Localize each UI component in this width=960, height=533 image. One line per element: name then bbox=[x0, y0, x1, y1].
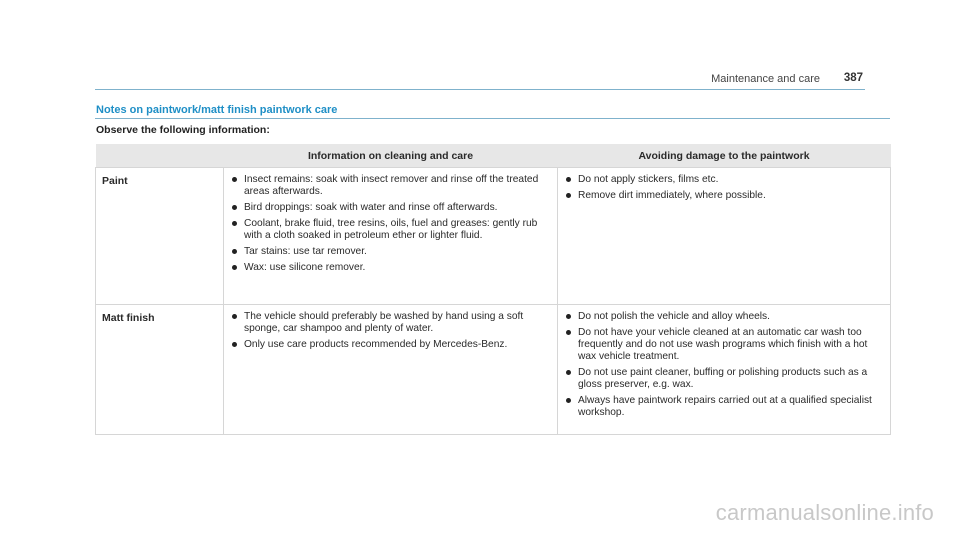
header-rule bbox=[95, 89, 865, 90]
bullet-list bbox=[564, 174, 884, 202]
column-header-empty bbox=[96, 144, 224, 168]
row-label-paint: Paint bbox=[96, 168, 224, 305]
table-row-matt-finish bbox=[96, 305, 891, 435]
list-item: Always have paintwork repairs carried out at a qualified specialist workshop. bbox=[564, 395, 884, 419]
cell-matt-avoiding bbox=[558, 305, 891, 435]
list-item: Do not polish the vehicle and alloy wheels. bbox=[564, 311, 884, 323]
list-item: Do not have your vehicle cleaned at an automatic car wash too frequently and do not use wash programs which finish with a hot wax vehicle treatment. bbox=[564, 327, 884, 363]
intro-text: Observe the following information: bbox=[96, 124, 270, 136]
list-item: Tar stains: use tar remover. bbox=[230, 246, 551, 258]
column-header-avoiding: Avoiding damage to the paintwork bbox=[558, 144, 891, 168]
list-item: Insect remains: soak with insect remover and rinse off the treated areas afterwards. bbox=[230, 174, 551, 198]
list-item: Coolant, brake fluid, tree resins, oils, fuel and greases: gently rub with a cloth soaked in petroleum ether or lighter fluid. bbox=[230, 218, 551, 242]
running-header-title: Maintenance and care bbox=[711, 73, 820, 85]
cell-paint-cleaning bbox=[224, 168, 558, 305]
table-row-paint bbox=[96, 168, 891, 305]
list-item: The vehicle should preferably be washed by hand using a soft sponge, car shampoo and plenty of water. bbox=[230, 311, 551, 335]
table-header-row bbox=[96, 144, 891, 168]
column-header-cleaning: Information on cleaning and care bbox=[224, 144, 558, 168]
list-item: Do not use paint cleaner, buffing or polishing products such as a gloss preserver, e.g. wax. bbox=[564, 367, 884, 391]
bullet-list bbox=[230, 174, 551, 274]
list-item: Remove dirt immediately, where possible. bbox=[564, 190, 884, 202]
bullet-list bbox=[230, 311, 551, 351]
bullet-list bbox=[564, 311, 884, 419]
list-item: Wax: use silicone remover. bbox=[230, 262, 551, 274]
cell-matt-cleaning bbox=[224, 305, 558, 435]
list-item: Only use care products recommended by Mercedes-Benz. bbox=[230, 339, 551, 351]
list-item: Do not apply stickers, films etc. bbox=[564, 174, 884, 186]
section-rule bbox=[95, 118, 890, 119]
list-item: Bird droppings: soak with water and rinse off afterwards. bbox=[230, 202, 551, 214]
page-number: 387 bbox=[843, 72, 863, 84]
section-title: Notes on paintwork/matt finish paintwork care bbox=[96, 104, 338, 116]
row-label-matt-finish: Matt finish bbox=[96, 305, 224, 435]
care-table bbox=[95, 144, 891, 435]
cell-paint-avoiding bbox=[558, 168, 891, 305]
watermark-text: carmanualsonline.info bbox=[715, 500, 934, 525]
